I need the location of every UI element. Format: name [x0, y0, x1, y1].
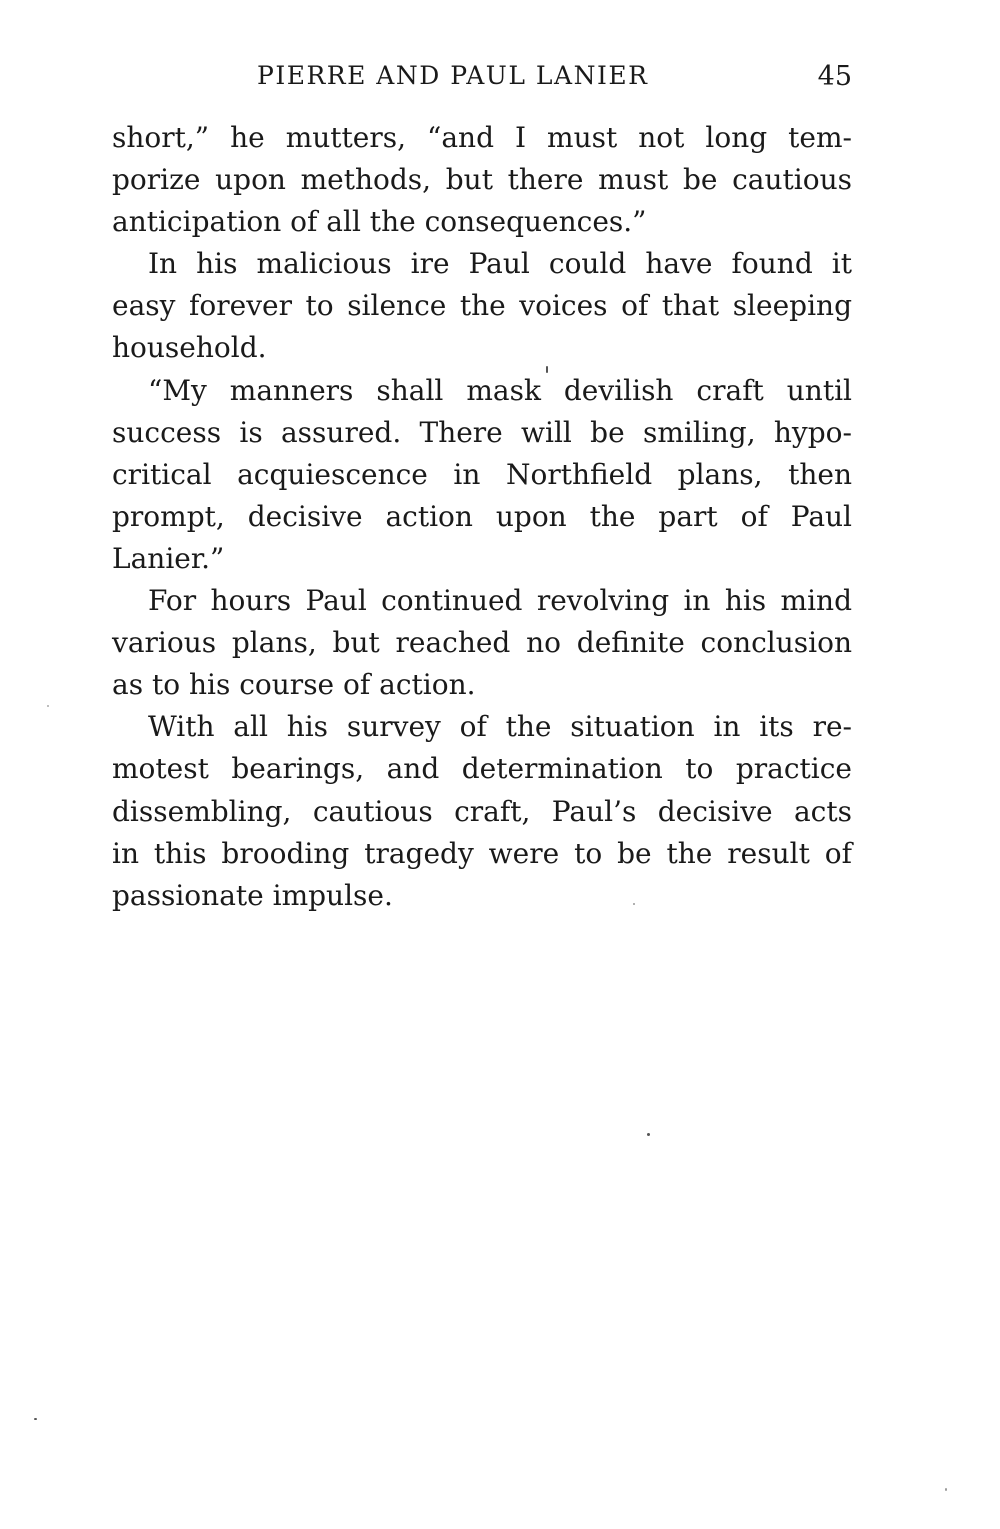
scan-speck	[945, 1488, 947, 1491]
text-line: household.	[112, 331, 267, 365]
text-line: In his malicious ire Paul could have found it	[148, 247, 852, 281]
text-line: various plans, but reached no definite conclusion	[112, 626, 852, 660]
scan-speck	[633, 903, 635, 905]
text-line: dissembling, cautious craft, Paul’s decisive acts	[112, 794, 852, 828]
paragraph	[112, 706, 852, 916]
paragraph	[112, 117, 852, 243]
scan-speck	[647, 1133, 650, 1136]
text-line: With all his survey of the situation in its re-	[148, 710, 852, 744]
text-line: short,” he mutters, “and I must not long tem-	[112, 121, 852, 154]
paragraph	[112, 580, 852, 706]
text-line: easy forever to silence the voices of that sleeping	[112, 289, 852, 323]
text-line: passionate impulse.	[112, 878, 393, 912]
text-line: motest bearings, and determination to practice	[112, 752, 852, 786]
page-number: 45	[817, 61, 852, 92]
running-head	[112, 56, 852, 100]
scan-speck	[34, 1418, 37, 1420]
text-line: porize upon methods, but there must be cautious	[112, 163, 852, 197]
scan-speck	[546, 366, 548, 373]
text-line: critical acquiescence in Northfield plans, then	[112, 457, 852, 491]
text-line: success is assured. There will be smiling, hypo-	[112, 415, 852, 449]
text-line: in this brooding tragedy were to be the result of	[112, 836, 852, 870]
running-title: PIERRE AND PAUL LANIER	[257, 61, 649, 90]
paragraph	[112, 370, 852, 580]
text-line: For hours Paul continued revolving in his mind	[148, 584, 852, 618]
paragraph	[112, 243, 852, 369]
text-line: prompt, decisive action upon the part of Paul	[112, 499, 852, 533]
text-line: Lanier.”	[112, 541, 225, 575]
text-line: anticipation of all the consequences.”	[112, 205, 647, 239]
text-line: as to his course of action.	[112, 668, 476, 702]
scan-speck	[47, 705, 49, 707]
body-text	[112, 117, 852, 917]
text-line: “My manners shall mask devilish craft until	[148, 373, 852, 407]
